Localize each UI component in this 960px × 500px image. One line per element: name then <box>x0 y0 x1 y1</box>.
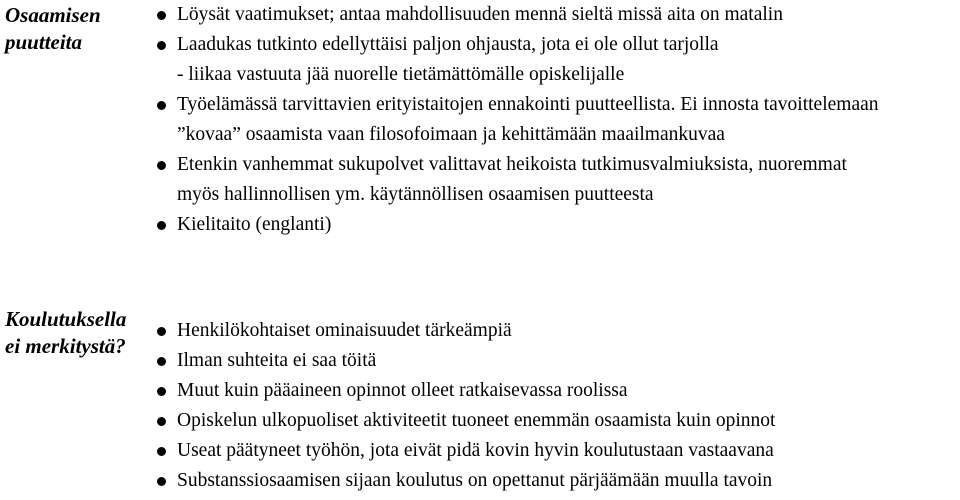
bullet-icon <box>157 477 166 486</box>
bullet-icon <box>157 357 166 366</box>
bullet-icon <box>157 387 166 396</box>
bullet-icon <box>157 101 166 110</box>
bullet-icon <box>157 11 166 20</box>
section2-heading-line-1: Koulutuksella <box>5 307 127 331</box>
bullet-icon <box>157 327 166 336</box>
bullet-icon <box>157 41 166 50</box>
section2-heading <box>5 306 126 360</box>
bullet-icon <box>157 417 166 426</box>
section1-heading-line-1: Osaamisen <box>5 3 101 27</box>
section2-heading-line-2: ei merkitystä? <box>5 334 126 358</box>
section1-heading <box>5 2 101 56</box>
bullet-icon <box>157 161 166 170</box>
bullet-icon <box>157 221 166 230</box>
section1-heading-line-2: puutteita <box>5 30 83 54</box>
bullet-icon <box>157 447 166 456</box>
